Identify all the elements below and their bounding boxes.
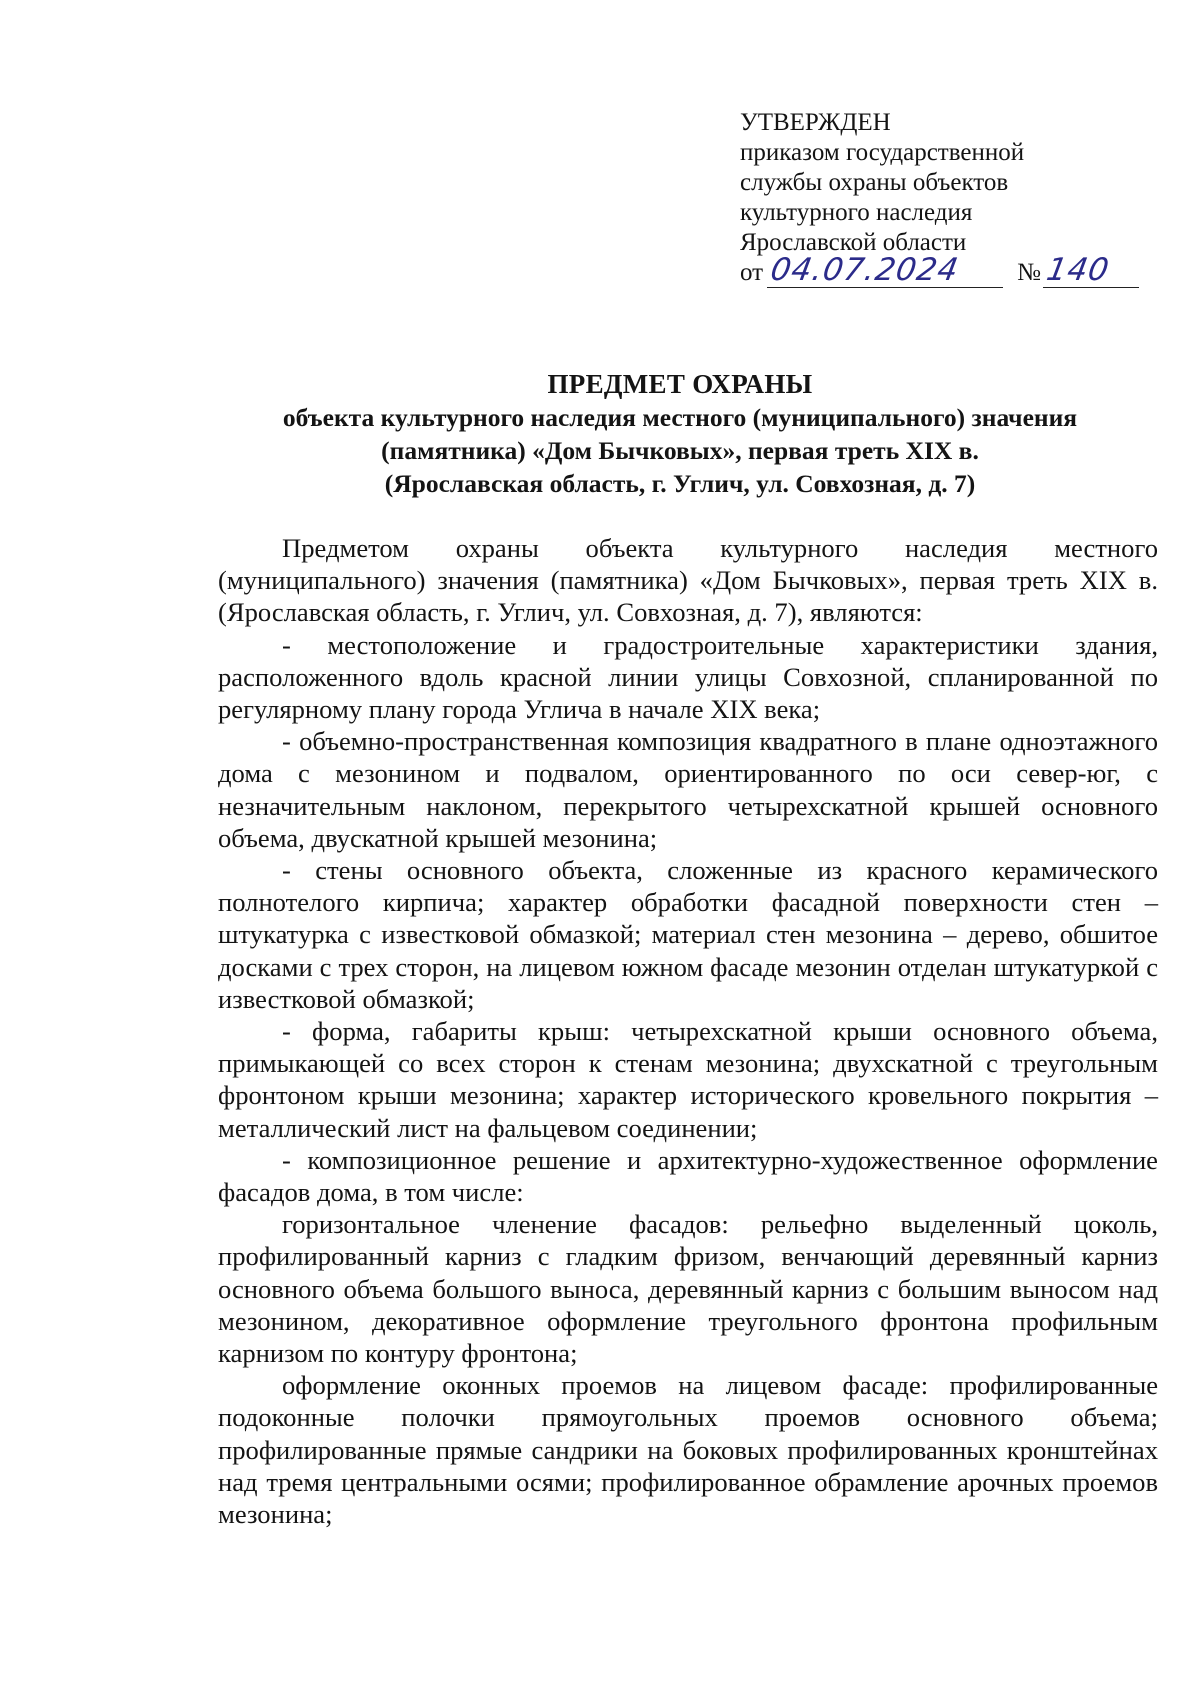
approval-line-2: службы охраны объектов [740,169,1009,196]
paragraph-item-1: - местоположение и градостроительные характеристики здания, расположенного вдоль красной линии улицы Совхозной, спланированной по регулярному плану города Углича в начале XIX века; [218,629,1158,725]
date-field [767,252,1003,288]
title-line-2: (памятника) «Дом Бычковых», первая треть XIX в. [381,436,979,465]
number-label: № [1017,259,1041,286]
title-main: ПРЕДМЕТ ОХРАНЫ [547,369,813,399]
paragraph-item-5: - композиционное решение и архитектурно-художественное оформление фасадов дома, в том числе: [218,1144,1158,1208]
paragraph-item-2: - объемно-пространственная композиция квадратного в плане одноэтажного дома с мезонином и подвалом, ориентированного по оси север-юг, с незначительным наклоном, перекрытого четырехскатной крышей основного объема, двускатной крышей мезонина; [218,726,1158,853]
paragraph-item-4: - форма, габариты крыш: четырехскатной крыши основного объема, примыкающей со всех сторон к стенам мезонина; двухскатной с треугольным фронтоном крыши мезонина; характер исторического кровельного покрытия – металлический лист на фальцевом соединении; [218,1016,1158,1143]
approval-date-line [740,252,1160,288]
approval-block [740,108,1160,288]
document-title [150,368,1200,500]
paragraph-item-3: - стены основного объекта, сложенные из красного керамического полнотелого кирпича; характер обработки фасадной поверхности стен – штукатурка с известковой обмазкой; материал стен мезонина – дерево, обшитое досками с трех сторон, на лицевом южном фасаде мезонин отделан штукатуркой с известковой обмазкой; [218,855,1158,1014]
handwritten-date: 04.07.2024 [767,252,962,288]
handwritten-number: 140 [1043,252,1113,288]
approval-line-1: приказом государственной [740,139,1025,166]
approval-line-3: культурного наследия [740,199,973,226]
title-line-1: объекта культурного наследия местного (муниципального) значения [282,403,1078,432]
number-field [1043,252,1139,288]
document-body [218,532,1158,1530]
approval-heading: УТВЕРЖДЕН [740,109,891,136]
approval-line-4: Ярославской области [740,229,967,256]
title-line-3: (Ярославская область, г. Углич, ул. Совхозная, д. 7) [384,469,976,498]
paragraph-intro: Предметом охраны объекта культурного наследия местного (муниципального) значения (памятника) «Дом Бычковых», первая треть XIX в. (Ярославская область, г. Углич, ул. Совхозная, д. 7), являются: [218,533,1158,628]
date-prefix: от [740,259,764,286]
paragraph-item-6: горизонтальное членение фасадов: рельефно выделенный цоколь, профилированный карниз с гладким фризом, венчающий деревянный карниз основного объема большого выноса, деревянный карниз с большим выносом над мезонином, декоративное оформление треугольного фронтона профильным карнизом по контуру фронтона; [218,1209,1158,1369]
paragraph-item-7: оформление оконных проемов на лицевом фасаде: профилированные подоконные полочки прямоугольных проемов основного объема; профилированные прямые сандрики на боковых профилированных кронштейнах над тремя центральными осями; профилированное обрамление арочных проемов мезонина; [218,1370,1158,1530]
